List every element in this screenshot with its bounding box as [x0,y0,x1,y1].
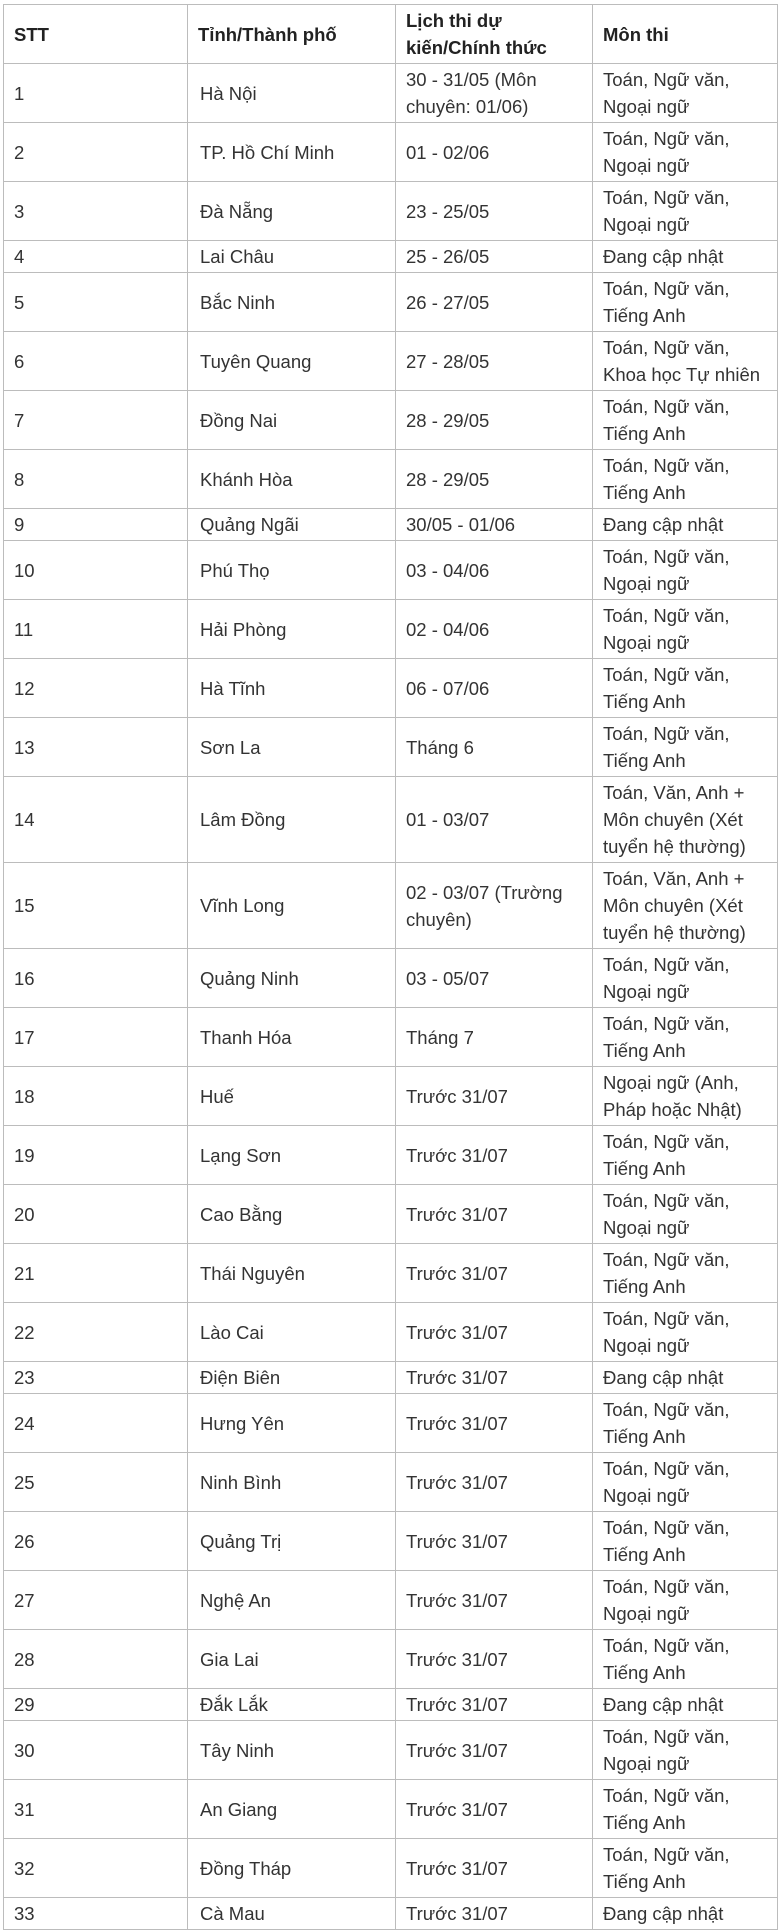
cell-subjects: Toán, Ngữ văn, Tiếng Anh [593,1126,778,1185]
table-row [4,777,778,863]
cell-stt: 6 [4,332,188,391]
table-row [4,1571,778,1630]
cell-stt: 23 [4,1362,188,1394]
cell-stt: 12 [4,659,188,718]
table-row [4,600,778,659]
cell-province: Hưng Yên [188,1394,396,1453]
cell-province: Tây Ninh [188,1721,396,1780]
table-row [4,123,778,182]
cell-province: Đà Nẵng [188,182,396,241]
cell-subjects: Ngoại ngữ (Anh, Pháp hoặc Nhật) [593,1067,778,1126]
cell-province: Sơn La [188,718,396,777]
cell-stt: 25 [4,1453,188,1512]
header-row [4,5,778,64]
cell-subjects: Toán, Ngữ văn, Tiếng Anh [593,1244,778,1303]
cell-schedule: 02 - 04/06 [396,600,593,659]
cell-stt: 5 [4,273,188,332]
cell-province: Lai Châu [188,241,396,273]
cell-province: Hà Tĩnh [188,659,396,718]
cell-subjects: Toán, Ngữ văn, Ngoại ngữ [593,1721,778,1780]
table-row [4,863,778,949]
cell-subjects: Toán, Ngữ văn, Tiếng Anh [593,450,778,509]
cell-schedule: Tháng 6 [396,718,593,777]
table-row [4,1898,778,1930]
cell-province: Cao Bằng [188,1185,396,1244]
cell-subjects: Toán, Ngữ văn, Ngoại ngữ [593,600,778,659]
cell-schedule: Trước 31/07 [396,1453,593,1512]
table-row [4,1126,778,1185]
cell-schedule: Trước 31/07 [396,1898,593,1930]
cell-subjects: Toán, Ngữ văn, Ngoại ngữ [593,1453,778,1512]
cell-province: Hà Nội [188,64,396,123]
cell-subjects: Toán, Ngữ văn, Tiếng Anh [593,1008,778,1067]
cell-subjects: Toán, Văn, Anh + Môn chuyên (Xét tuyển hệ thường) [593,863,778,949]
cell-subjects: Toán, Ngữ văn, Ngoại ngữ [593,1303,778,1362]
table-row [4,1689,778,1721]
cell-province: Tuyên Quang [188,332,396,391]
cell-schedule: Trước 31/07 [396,1721,593,1780]
cell-stt: 9 [4,509,188,541]
table-row [4,541,778,600]
cell-subjects: Toán, Ngữ văn, Tiếng Anh [593,1839,778,1898]
cell-subjects: Toán, Ngữ văn, Ngoại ngữ [593,949,778,1008]
cell-stt: 16 [4,949,188,1008]
cell-stt: 27 [4,1571,188,1630]
table-row [4,1780,778,1839]
cell-stt: 19 [4,1126,188,1185]
cell-schedule: Trước 31/07 [396,1067,593,1126]
cell-subjects: Toán, Ngữ văn, Ngoại ngữ [593,64,778,123]
cell-schedule: 28 - 29/05 [396,391,593,450]
cell-subjects: Toán, Ngữ văn, Ngoại ngữ [593,123,778,182]
cell-stt: 7 [4,391,188,450]
cell-province: Bắc Ninh [188,273,396,332]
table-row [4,1394,778,1453]
cell-subjects: Toán, Văn, Anh + Môn chuyên (Xét tuyển hệ thường) [593,777,778,863]
cell-province: Quảng Ninh [188,949,396,1008]
table-row [4,1008,778,1067]
cell-schedule: Tháng 7 [396,1008,593,1067]
cell-stt: 21 [4,1244,188,1303]
cell-stt: 31 [4,1780,188,1839]
table-row [4,718,778,777]
cell-schedule: 27 - 28/05 [396,332,593,391]
table-row [4,273,778,332]
cell-stt: 28 [4,1630,188,1689]
cell-schedule: 02 - 03/07 (Trường chuyên) [396,863,593,949]
cell-subjects: Toán, Ngữ văn, Tiếng Anh [593,1780,778,1839]
cell-subjects: Toán, Ngữ văn, Khoa học Tự nhiên [593,332,778,391]
table-row [4,241,778,273]
header-stt: STT [4,5,188,64]
cell-subjects: Toán, Ngữ văn, Tiếng Anh [593,391,778,450]
cell-subjects: Toán, Ngữ văn, Ngoại ngữ [593,1185,778,1244]
cell-province: Phú Thọ [188,541,396,600]
cell-province: Huế [188,1067,396,1126]
cell-schedule: 30 - 31/05 (Môn chuyên: 01/06) [396,64,593,123]
cell-schedule: 03 - 04/06 [396,541,593,600]
exam-schedule-table [3,4,778,1930]
cell-province: Thanh Hóa [188,1008,396,1067]
cell-province: Điện Biên [188,1362,396,1394]
cell-stt: 14 [4,777,188,863]
cell-stt: 32 [4,1839,188,1898]
table-row [4,391,778,450]
cell-schedule: Trước 31/07 [396,1185,593,1244]
cell-stt: 22 [4,1303,188,1362]
table-row [4,182,778,241]
table-row [4,1185,778,1244]
cell-schedule: Trước 31/07 [396,1394,593,1453]
cell-schedule: 26 - 27/05 [396,273,593,332]
table-row [4,1512,778,1571]
cell-stt: 30 [4,1721,188,1780]
cell-province: Thái Nguyên [188,1244,396,1303]
cell-stt: 29 [4,1689,188,1721]
table-body [4,64,778,1930]
cell-schedule: Trước 31/07 [396,1780,593,1839]
cell-stt: 26 [4,1512,188,1571]
header-province: Tỉnh/Thành phố [188,5,396,64]
cell-schedule: Trước 31/07 [396,1126,593,1185]
cell-schedule: 01 - 03/07 [396,777,593,863]
cell-stt: 10 [4,541,188,600]
cell-subjects: Toán, Ngữ văn, Ngoại ngữ [593,182,778,241]
cell-stt: 2 [4,123,188,182]
cell-province: TP. Hồ Chí Minh [188,123,396,182]
cell-province: Gia Lai [188,1630,396,1689]
cell-subjects: Toán, Ngữ văn, Tiếng Anh [593,718,778,777]
cell-stt: 20 [4,1185,188,1244]
cell-subjects: Đang cập nhật [593,241,778,273]
cell-province: Đắk Lắk [188,1689,396,1721]
table-row [4,1721,778,1780]
cell-stt: 11 [4,600,188,659]
cell-schedule: Trước 31/07 [396,1244,593,1303]
table-row [4,509,778,541]
table-header [4,5,778,64]
cell-schedule: 25 - 26/05 [396,241,593,273]
cell-province: Ninh Bình [188,1453,396,1512]
cell-subjects: Đang cập nhật [593,1689,778,1721]
cell-stt: 3 [4,182,188,241]
cell-subjects: Toán, Ngữ văn, Tiếng Anh [593,659,778,718]
cell-province: An Giang [188,1780,396,1839]
cell-stt: 33 [4,1898,188,1930]
cell-subjects: Toán, Ngữ văn, Tiếng Anh [593,1394,778,1453]
cell-province: Khánh Hòa [188,450,396,509]
table-row [4,1244,778,1303]
cell-schedule: Trước 31/07 [396,1362,593,1394]
cell-subjects: Toán, Ngữ văn, Ngoại ngữ [593,1571,778,1630]
table-row [4,332,778,391]
cell-province: Lào Cai [188,1303,396,1362]
cell-stt: 15 [4,863,188,949]
cell-subjects: Toán, Ngữ văn, Tiếng Anh [593,1512,778,1571]
table-row [4,1362,778,1394]
table-row [4,1630,778,1689]
header-schedule: Lịch thi dự kiến/Chính thức [396,5,593,64]
cell-schedule: Trước 31/07 [396,1571,593,1630]
cell-schedule: 28 - 29/05 [396,450,593,509]
cell-subjects: Toán, Ngữ văn, Ngoại ngữ [593,541,778,600]
table-row [4,64,778,123]
table-row [4,1303,778,1362]
cell-subjects: Đang cập nhật [593,1898,778,1930]
cell-stt: 4 [4,241,188,273]
table-row [4,949,778,1008]
cell-province: Đồng Nai [188,391,396,450]
header-subjects: Môn thi [593,5,778,64]
cell-province: Hải Phòng [188,600,396,659]
table-row [4,659,778,718]
cell-stt: 13 [4,718,188,777]
cell-subjects: Toán, Ngữ văn, Tiếng Anh [593,273,778,332]
cell-schedule: Trước 31/07 [396,1303,593,1362]
table-row [4,450,778,509]
cell-stt: 17 [4,1008,188,1067]
cell-schedule: Trước 31/07 [396,1512,593,1571]
cell-schedule: Trước 31/07 [396,1630,593,1689]
cell-province: Lâm Đồng [188,777,396,863]
cell-subjects: Đang cập nhật [593,509,778,541]
cell-schedule: 01 - 02/06 [396,123,593,182]
cell-schedule: 03 - 05/07 [396,949,593,1008]
cell-schedule: 23 - 25/05 [396,182,593,241]
cell-province: Lạng Sơn [188,1126,396,1185]
cell-province: Quảng Trị [188,1512,396,1571]
cell-stt: 18 [4,1067,188,1126]
cell-province: Vĩnh Long [188,863,396,949]
cell-province: Quảng Ngãi [188,509,396,541]
cell-subjects: Đang cập nhật [593,1362,778,1394]
table-row [4,1839,778,1898]
cell-province: Nghệ An [188,1571,396,1630]
cell-schedule: 06 - 07/06 [396,659,593,718]
table-row [4,1067,778,1126]
cell-schedule: 30/05 - 01/06 [396,509,593,541]
cell-stt: 1 [4,64,188,123]
cell-province: Đồng Tháp [188,1839,396,1898]
cell-schedule: Trước 31/07 [396,1689,593,1721]
cell-province: Cà Mau [188,1898,396,1930]
table-row [4,1453,778,1512]
cell-stt: 8 [4,450,188,509]
cell-stt: 24 [4,1394,188,1453]
cell-subjects: Toán, Ngữ văn, Tiếng Anh [593,1630,778,1689]
cell-schedule: Trước 31/07 [396,1839,593,1898]
